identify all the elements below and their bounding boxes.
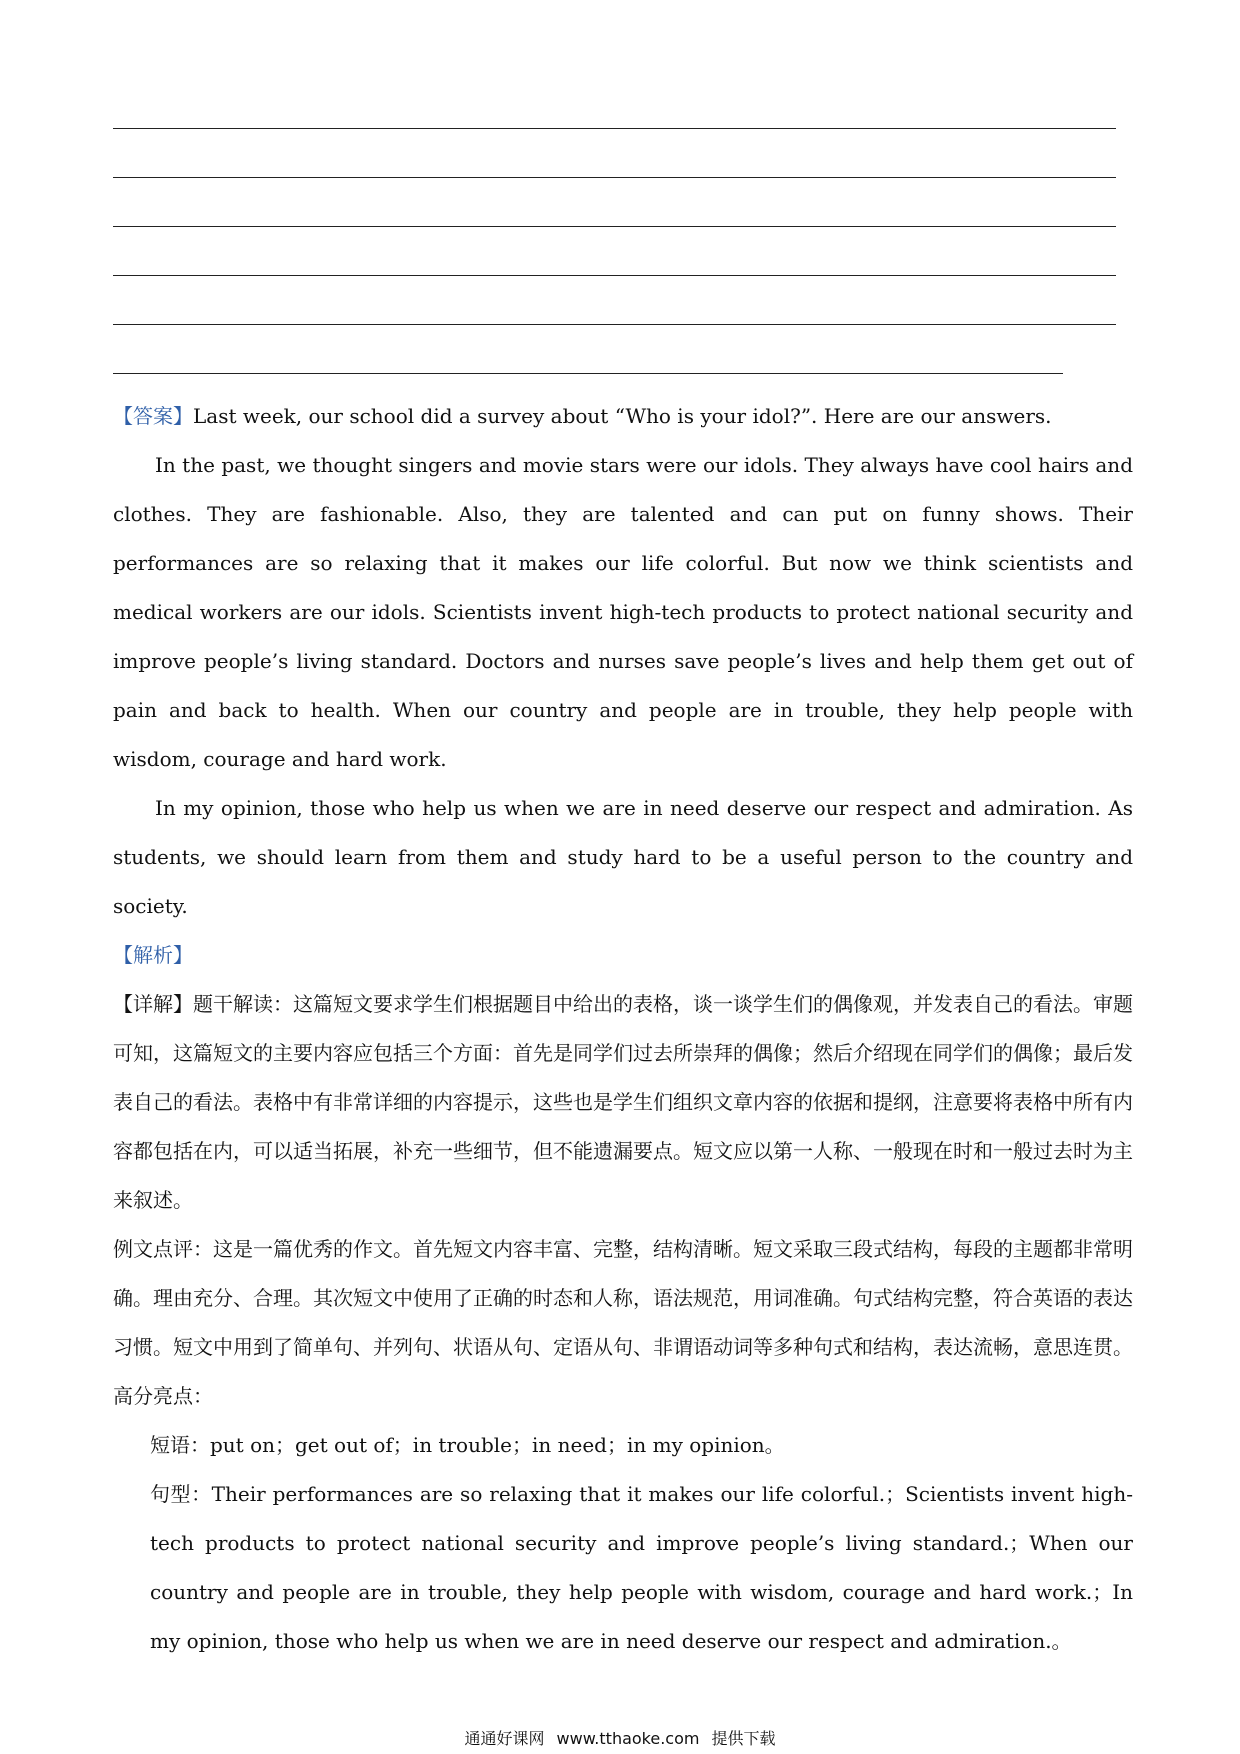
detail-label: 【详解】 xyxy=(113,992,193,1016)
answer-paragraph-1: In the past, we thought singers and movie stars were our idols. They always have cool hairs and clothes. They are fashionable. Also, they are talented and can put on funny shows. Their performances are so relaxing that it makes our life colorful. But now we think scientists and medical workers are our idols. Scientists invent high-tech products to protect national security and improve people’s living standard. Doctors and nurses save people’s lives and help them get out of pain and back to health. When our country and people are in trouble, they help people with wisdom, courage and hard work. xyxy=(113,453,1133,771)
answer-label: 【答案】 xyxy=(113,404,193,428)
answer-analysis-content xyxy=(113,392,1133,1666)
writing-line xyxy=(113,275,1116,276)
detail-text: 题干解读：这篇短文要求学生们根据题目中给出的表格，谈一谈学生们的偶像观，并发表自己的看法。审题可知，这篇短文的主要内容应包括三个方面：首先是同学们过去所崇拜的偶像；然后介绍现在同学们的偶像；最后发表自己的看法。表格中有非常详细的内容提示，这些也是学生们组织文章内容的依据和提纲，注意要将表格中所有内容都包括在内，可以适当拓展，补充一些细节，但不能遗漏要点。短文应以第一人称、一般现在时和一般过去时为主来叙述。 xyxy=(113,992,1133,1212)
page-footer xyxy=(0,1726,1240,1749)
writing-line xyxy=(113,324,1116,325)
footer-note: 提供下载 xyxy=(711,1729,776,1748)
review-paragraph: 例文点评：这是一篇优秀的作文。首先短文内容丰富、完整，结构清晰。短文采取三段式结构，每段的主题都非常明确。理由充分、合理。其次短文中使用了正确的时态和人称，语法规范，用词准确。句式结构完整，符合英语的表达习惯。短文中用到了简单句、并列句、状语从句、定语从句、非谓语动词等多种句式和结构，表达流畅，意思连贯。 xyxy=(113,1237,1133,1359)
analysis-label: 【解析】 xyxy=(113,943,193,967)
highlights-phrases: 短语：put on；get out of；in trouble；in need；in my opinion。 xyxy=(150,1433,785,1457)
writing-line xyxy=(113,373,1063,374)
writing-line xyxy=(113,128,1116,129)
answer-first-line xyxy=(113,392,1133,441)
highlights-sentences: 句型：Their performances are so relaxing that it makes our life colorful.；Scientists invent high-tech products to protect national security and improve people’s living standard.；When our country and people are in trouble, they help people with wisdom, courage and hard work.；In my opinion, those who help us when we are in need deserve our respect and admiration.。 xyxy=(150,1482,1133,1653)
highlights-label: 高分亮点： xyxy=(113,1384,213,1408)
answer-paragraph-2: In my opinion, those who help us when we are in need deserve our respect and admiration. As students, we should learn from them and study hard to be a useful person to the country and society. xyxy=(113,796,1133,918)
detail-paragraph xyxy=(113,980,1133,1225)
footer-url[interactable]: www.tthaoke.com xyxy=(556,1729,700,1748)
answer-intro: Last week, our school did a survey about “Who is your idol?”. Here are our answers. xyxy=(193,404,1052,428)
writing-line xyxy=(113,177,1116,178)
footer-site-name: 通通好课网 xyxy=(464,1729,545,1748)
writing-line xyxy=(113,226,1116,227)
